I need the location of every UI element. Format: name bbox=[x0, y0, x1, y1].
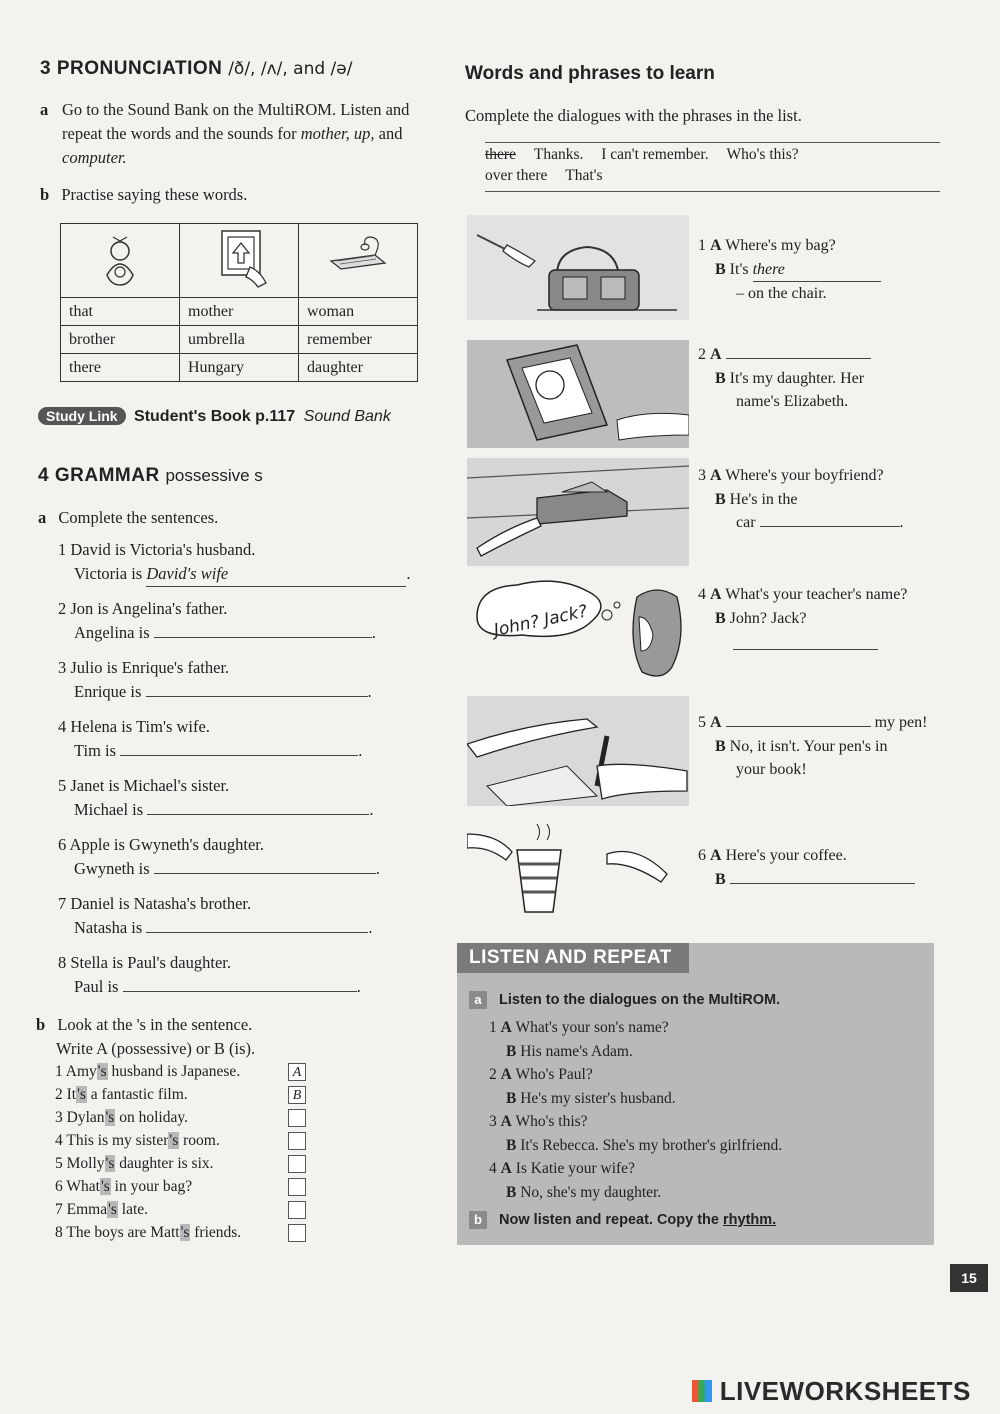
speaker-label: B bbox=[506, 1089, 517, 1107]
sentence-start: Enrique is bbox=[74, 682, 142, 701]
answer-field[interactable] bbox=[154, 637, 372, 638]
item-number: 8 bbox=[55, 1224, 63, 1241]
sentence-start: Paul is bbox=[74, 977, 119, 996]
brand-icon bbox=[692, 1380, 712, 1402]
section-number: 4 bbox=[38, 465, 50, 486]
answer-field[interactable] bbox=[146, 696, 368, 697]
dialogue-line: name's Elizabeth. bbox=[736, 393, 849, 410]
grammar-b-item bbox=[55, 1084, 310, 1106]
sentence-start: Angelina is bbox=[74, 623, 150, 642]
item-label: b bbox=[40, 185, 50, 204]
thinking-teacher-picture bbox=[467, 577, 689, 689]
phrase-item: Who's this? bbox=[726, 146, 799, 163]
study-link bbox=[38, 408, 391, 426]
apostrophe-s: 's bbox=[180, 1224, 190, 1241]
item-number: 2 bbox=[55, 1086, 63, 1103]
speaker-label: A bbox=[500, 1160, 512, 1177]
apostrophe-s: 's bbox=[105, 1155, 115, 1172]
listen-dialogues bbox=[489, 1016, 929, 1204]
phrase-item: I can't remember. bbox=[601, 146, 709, 163]
grammar-b-item bbox=[55, 1222, 310, 1244]
bubble-text: John? Jack? bbox=[492, 601, 590, 641]
grammar-b-item bbox=[55, 1199, 310, 1221]
instruction-text: Look at the 's in the sentence. bbox=[57, 1015, 253, 1034]
speaker-label: B bbox=[715, 260, 726, 278]
apostrophe-s: 's bbox=[169, 1132, 179, 1149]
dialogue-number: 2 bbox=[489, 1066, 497, 1083]
study-link-sub: Sound Bank bbox=[303, 408, 391, 425]
table-cell: Hungary bbox=[180, 354, 299, 382]
speaker-label: A bbox=[710, 346, 722, 363]
dialogue-number: 4 bbox=[698, 586, 706, 603]
table-cell: there bbox=[61, 354, 180, 382]
apostrophe-s: 's bbox=[108, 1201, 117, 1218]
sentence-start: Gwyneth is bbox=[74, 859, 150, 878]
speaker-label: B bbox=[506, 1136, 517, 1154]
item-number: 5 bbox=[58, 776, 67, 795]
grammar-b-item bbox=[55, 1130, 310, 1152]
grammar-b-item bbox=[55, 1107, 310, 1129]
dialogue-5 bbox=[698, 711, 943, 782]
grammar-b bbox=[36, 1013, 296, 1061]
listen-dialogue bbox=[489, 1016, 929, 1063]
bag-picture bbox=[467, 215, 689, 320]
instruction-text: Practise saying these words. bbox=[61, 185, 248, 204]
speaker-label: B bbox=[715, 870, 726, 888]
answer-field[interactable] bbox=[733, 649, 878, 650]
sentence: Julio is Enrique's father. bbox=[70, 658, 230, 677]
sentence-post: daughter is six. bbox=[119, 1155, 214, 1172]
sentence-start: Michael is bbox=[74, 800, 144, 819]
answer-field[interactable] bbox=[730, 883, 915, 884]
instruction-and: and bbox=[378, 124, 403, 143]
dialogue-number: 3 bbox=[489, 1113, 497, 1130]
dialogue-6 bbox=[698, 844, 943, 891]
dialogue-line: It's Rebecca. She's my brother's girlfriend. bbox=[520, 1136, 783, 1154]
sentence-pre: It bbox=[66, 1086, 77, 1103]
grammar-b-item bbox=[55, 1061, 310, 1083]
answer-box[interactable] bbox=[288, 1155, 306, 1173]
answer-box[interactable] bbox=[288, 1224, 306, 1242]
item-number: 3 bbox=[55, 1109, 63, 1126]
instruction-text: Listen to the dialogues on the MultiROM. bbox=[499, 992, 781, 1008]
sentence: Janet is Michael's sister. bbox=[70, 776, 230, 795]
sentence: Helena is Tim's wife. bbox=[70, 717, 210, 736]
answer-box[interactable] bbox=[288, 1109, 306, 1127]
answer-box[interactable] bbox=[288, 1201, 306, 1219]
item-label: b bbox=[36, 1015, 46, 1034]
dialogue-number: 1 bbox=[698, 237, 706, 254]
section-title: GRAMMAR bbox=[54, 465, 160, 486]
sentence-pre: Molly bbox=[66, 1155, 105, 1172]
pronunciation-b bbox=[40, 183, 247, 207]
dialogue-line: Who's this? bbox=[515, 1113, 588, 1130]
apostrophe-s: 's bbox=[105, 1109, 115, 1126]
computer-keyboard-icon bbox=[323, 233, 393, 283]
item-number: 5 bbox=[55, 1155, 63, 1172]
speaker-label: B bbox=[506, 1042, 517, 1060]
coffee-picture bbox=[467, 814, 689, 922]
dialogue-line: It's bbox=[729, 260, 749, 278]
dialogue-line: No, it isn't. Your pen's in bbox=[729, 737, 888, 755]
table-cell: brother bbox=[61, 326, 180, 354]
grammar-item: 3 Julio is Enrique's father. Enrique is . bbox=[58, 658, 372, 701]
sentence-pre: What bbox=[66, 1178, 100, 1195]
sentence: Apple is Gwyneth's daughter. bbox=[69, 835, 264, 854]
answer-field[interactable] bbox=[120, 755, 358, 756]
answer-field[interactable]: David's wife bbox=[146, 562, 406, 587]
item-label: a bbox=[38, 508, 47, 527]
dialogue-line: Here's your coffee. bbox=[725, 847, 847, 864]
mother-baby-icon bbox=[95, 227, 145, 289]
phrase-list-top-rule bbox=[485, 142, 940, 143]
apostrophe-s: 's bbox=[100, 1178, 110, 1195]
study-link-badge: Study Link bbox=[38, 407, 126, 425]
item-label: a bbox=[40, 100, 49, 119]
listen-dialogue bbox=[489, 1157, 929, 1204]
grammar-b-item bbox=[55, 1153, 310, 1175]
speaker-label: B bbox=[715, 369, 726, 387]
apostrophe-s: 's bbox=[97, 1063, 107, 1080]
dialogue-line: Is Katie your wife? bbox=[515, 1160, 635, 1177]
item-number: 1 bbox=[55, 1063, 63, 1080]
item-number: 8 bbox=[58, 953, 67, 972]
grammar-item: 4 Helena is Tim's wife. Tim is . bbox=[58, 717, 363, 760]
section-number: 3 bbox=[40, 58, 52, 79]
dialogue-line: John? Jack? bbox=[729, 609, 807, 627]
section-title: PRONUNCIATION bbox=[56, 58, 223, 79]
dialogue-number: 3 bbox=[698, 467, 706, 484]
brand-name: LIVEWORKSHEETS bbox=[719, 1376, 971, 1406]
sentence-start: Tim is bbox=[74, 741, 117, 760]
table-header-cell bbox=[299, 224, 418, 298]
page-number: 15 bbox=[950, 1264, 988, 1292]
dialogue-number: 6 bbox=[698, 847, 706, 864]
speaker-label: A bbox=[710, 237, 722, 254]
answer-field[interactable] bbox=[147, 814, 369, 815]
grammar-item: 1 David is Victoria's husband. Victoria is David's wife . bbox=[58, 538, 418, 587]
item-number: 7 bbox=[55, 1201, 63, 1218]
dialogue-number: 4 bbox=[489, 1160, 497, 1177]
listen-repeat-heading: LISTEN AND REPEAT bbox=[457, 943, 689, 973]
dialogue-line: Who's Paul? bbox=[515, 1066, 593, 1083]
grammar-item: 7 Daniel is Natasha's brother. Natasha is . bbox=[58, 894, 373, 937]
photo-picture bbox=[467, 340, 689, 448]
grammar-item: 5 Janet is Michael's sister. Michael is . bbox=[58, 776, 374, 819]
table-cell: remember bbox=[299, 326, 418, 354]
instruction-text: Complete the sentences. bbox=[58, 508, 219, 527]
sentence-post: in your bag? bbox=[114, 1178, 193, 1195]
study-link-ref: Student's Book p.117 bbox=[134, 408, 296, 425]
answer-field[interactable] bbox=[760, 526, 900, 527]
listen-a bbox=[469, 991, 780, 1009]
sentence: Stella is Paul's daughter. bbox=[70, 953, 232, 972]
sentence-post: room. bbox=[183, 1132, 220, 1149]
listen-dialogue bbox=[489, 1063, 929, 1110]
instruction-words: mother, up, bbox=[300, 124, 375, 143]
dialogue-line: No, she's my daughter. bbox=[520, 1183, 662, 1201]
answer-box[interactable] bbox=[288, 1178, 306, 1196]
item-number: 1 bbox=[58, 540, 67, 559]
answer-field[interactable] bbox=[726, 358, 871, 359]
instruction-last: computer. bbox=[62, 148, 127, 167]
sentence: David is Victoria's husband. bbox=[70, 540, 256, 559]
dialogue-number: 1 bbox=[489, 1019, 497, 1036]
phrase-item: Thanks. bbox=[533, 146, 584, 163]
section-sounds: /ð/, /ʌ/, and /ə/ bbox=[228, 59, 353, 79]
dialogue-line: His name's Adam. bbox=[520, 1042, 633, 1060]
sentence-post: a fantastic film. bbox=[90, 1086, 188, 1103]
sentence-pre: The boys are Matt bbox=[66, 1224, 180, 1241]
answer-field[interactable] bbox=[146, 932, 368, 933]
dialogue-line: your book! bbox=[736, 761, 807, 778]
answer-field[interactable] bbox=[154, 873, 376, 874]
sentence-post: friends. bbox=[194, 1224, 242, 1241]
speaker-label: A bbox=[710, 467, 722, 484]
grammar-b-item bbox=[55, 1176, 310, 1198]
item-number: 6 bbox=[55, 1178, 63, 1195]
pen-picture bbox=[467, 696, 689, 806]
listen-b bbox=[469, 1211, 776, 1229]
sentence-start: Victoria is bbox=[74, 564, 143, 583]
sentence-post: late. bbox=[121, 1201, 149, 1218]
item-number: 6 bbox=[58, 835, 67, 854]
item-number: 4 bbox=[55, 1132, 63, 1149]
pronunciation-a bbox=[40, 98, 410, 170]
item-number: 3 bbox=[58, 658, 67, 677]
up-arrow-key-icon bbox=[204, 227, 274, 289]
dialogue-1 bbox=[698, 234, 943, 306]
table-header-cell bbox=[180, 224, 299, 298]
item-label: a bbox=[469, 991, 487, 1009]
table-cell: daughter bbox=[299, 354, 418, 382]
sentence-post: husband is Japanese. bbox=[111, 1063, 241, 1080]
dialogue-number: 5 bbox=[698, 714, 706, 731]
table-cell: mother bbox=[180, 298, 299, 326]
speaker-label: A bbox=[710, 714, 722, 731]
answer-box[interactable] bbox=[288, 1132, 306, 1150]
answer-box[interactable]: A bbox=[288, 1063, 306, 1081]
dialogue-2 bbox=[698, 343, 943, 414]
item-number: 4 bbox=[58, 717, 67, 736]
pronunciation-heading bbox=[40, 58, 352, 80]
table-cell: woman bbox=[299, 298, 418, 326]
dialogue-line: Where's your boyfriend? bbox=[725, 467, 884, 484]
speaker-label: A bbox=[710, 586, 722, 603]
dialogue-line: He's my sister's husband. bbox=[520, 1089, 676, 1107]
sentence-post: on holiday. bbox=[119, 1109, 188, 1126]
phrase-item: over there bbox=[485, 167, 548, 184]
item-number: 2 bbox=[58, 599, 67, 618]
sentence: Jon is Angelina's father. bbox=[70, 599, 228, 618]
grammar-item: 2 Jon is Angelina's father. Angelina is . bbox=[58, 599, 376, 642]
speaker-label: A bbox=[500, 1066, 512, 1083]
grammar-item: 8 Stella is Paul's daughter. Paul is . bbox=[58, 953, 361, 996]
dialogue-4 bbox=[698, 583, 943, 658]
sentence-pre: Dylan bbox=[66, 1109, 105, 1126]
dialogue-line: What's your teacher's name? bbox=[725, 586, 908, 603]
speaker-label: A bbox=[500, 1113, 512, 1130]
instruction-text: Write A (possessive) or B (is). bbox=[56, 1039, 256, 1058]
section-subtitle: possessive s bbox=[165, 466, 263, 485]
sentence-pre: Amy bbox=[65, 1063, 97, 1080]
speaker-label: B bbox=[715, 737, 726, 755]
grammar-heading bbox=[38, 465, 263, 487]
table-cell: that bbox=[61, 298, 180, 326]
sentence: Daniel is Natasha's brother. bbox=[70, 894, 252, 913]
dialogue-number: 2 bbox=[698, 346, 706, 363]
speaker-label: B bbox=[715, 609, 726, 627]
answer-box[interactable]: B bbox=[288, 1086, 306, 1104]
dialogue-line: car bbox=[736, 514, 756, 531]
instruction-text: Go to the Sound Bank on the MultiROM. Listen and repeat the words and the sounds for bbox=[62, 100, 410, 143]
words-heading: Words and phrases to learn bbox=[465, 63, 715, 84]
phrase-item: That's bbox=[565, 167, 603, 184]
dialogue-line: my pen! bbox=[874, 714, 928, 731]
car-picture bbox=[467, 458, 689, 566]
phrase-list-bottom-rule bbox=[485, 191, 940, 192]
instruction-word: rhythm. bbox=[723, 1212, 777, 1228]
phrase-list bbox=[485, 144, 945, 186]
sentence-start: Natasha is bbox=[74, 918, 143, 937]
answer-field[interactable] bbox=[123, 991, 357, 992]
instruction-text: Now listen and repeat. Copy the bbox=[499, 1212, 719, 1228]
item-number: 7 bbox=[58, 894, 67, 913]
item-label: b bbox=[469, 1211, 487, 1229]
speaker-label: B bbox=[715, 490, 726, 508]
table-cell: umbrella bbox=[180, 326, 299, 354]
sentence-pre: Emma bbox=[66, 1201, 108, 1218]
phrase-item: there bbox=[485, 146, 516, 163]
dialogue-3: 3 A Where's your boyfriend? B He's in the car . bbox=[698, 467, 904, 531]
speaker-label: A bbox=[710, 847, 722, 864]
apostrophe-s: 's bbox=[77, 1086, 86, 1103]
table-header-cell bbox=[61, 224, 180, 298]
dialogue-line: Where's my bag? bbox=[725, 237, 836, 254]
dialogue-line: It's my daughter. Her bbox=[729, 369, 865, 387]
words-instruction: Complete the dialogues with the phrases in the list. bbox=[465, 106, 802, 125]
answer-field[interactable] bbox=[726, 726, 871, 727]
listen-dialogue bbox=[489, 1110, 929, 1157]
grammar-item: 6 Apple is Gwyneth's daughter. Gwyneth is . bbox=[58, 835, 380, 878]
sentence-pre: This is my sister bbox=[66, 1132, 169, 1149]
sound-table bbox=[60, 223, 418, 382]
dialogue-line: What's your son's name? bbox=[515, 1019, 669, 1036]
brand-logo bbox=[692, 1376, 971, 1407]
grammar-a bbox=[38, 506, 218, 530]
speaker-label: A bbox=[500, 1019, 512, 1036]
speaker-label: B bbox=[506, 1183, 517, 1201]
dialogue-line: – on the chair. bbox=[736, 285, 827, 302]
answer-field[interactable]: there bbox=[753, 258, 881, 283]
listen-repeat-box bbox=[457, 943, 934, 1245]
dialogue-line: He's in the bbox=[729, 490, 798, 508]
